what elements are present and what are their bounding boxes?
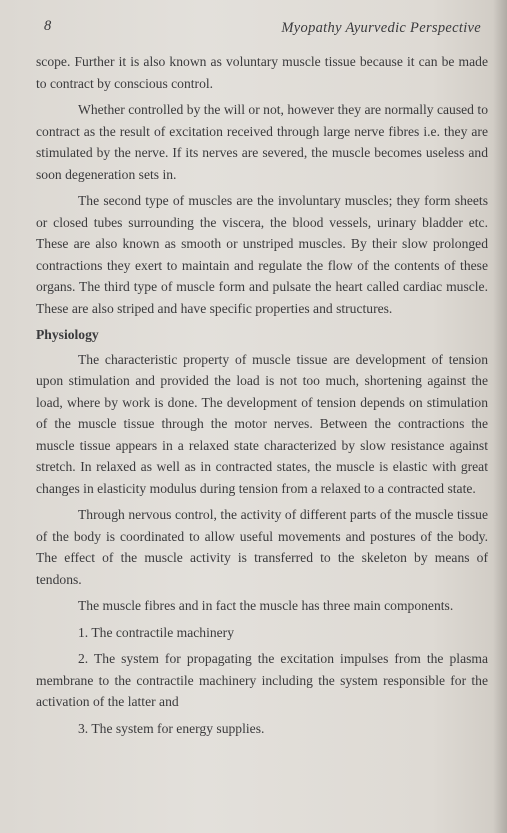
paragraph: Whether controlled by the will or not, however they are normally caused to contract as the result of excitation received through large nerve fibres i.e. they are stimulated by the nerve. If its nerves are severed, the muscle becomes useless and soon degeneration sets in.: [36, 102, 488, 182]
paragraph: The second type of muscles are the involuntary muscles; they form sheets or closed tubes surrounding the viscera, the blood vessels, urinary bladder etc. These are also known as smooth or unstriped muscles. By their slow prolonged contractions they exert to maintain and regulate the flow of the contents of these organs. The third type of muscle form and pulsate the heart called cardiac muscle. These are also striped and have specific properties and structures.: [36, 193, 488, 316]
list-item: 2. The system for propagating the excitation impulses from the plasma membrane to the contractile machinery including the system responsible for the activation of the latter and: [36, 651, 488, 709]
list-item: 3. The system for energy supplies.: [78, 720, 265, 736]
paragraph: Through nervous control, the activity of different parts of the muscle tissue of the body is coordinated to allow useful movements and postures of the body. The effect of the muscle activity is transferred to the skeleton by means of tendons.: [36, 507, 488, 587]
page-edge-shadow: [493, 0, 507, 833]
paragraph: The muscle fibres and in fact the muscle has three main components.: [78, 598, 454, 613]
body-text: [36, 51, 488, 744]
page-number: 8: [44, 18, 52, 34]
paragraph: scope. Further it is also known as voluntary muscle tissue because it can be made to contract by conscious control.: [36, 54, 488, 91]
paragraph: The characteristic property of muscle tissue are development of tension upon stimulation and provided the load is not too much, shortening against the load, where by work is done. The development of tension depends on stimulation of the muscle tissue through the motor nerves. Between the contractions the muscle tissue appears in a relaxed state characterized by slow resistance against stretch. In relaxed as well as in contracted states, the muscle is elastic with great changes in elasticity modulus during tension from a relaxed to a contracted state.: [36, 351, 488, 496]
list-item: 1. The contractile machinery: [78, 624, 235, 640]
page-header: [44, 14, 481, 36]
section-heading-physiology: Physiology: [36, 327, 99, 342]
running-head: Myopathy Ayurvedic Perspective: [281, 20, 481, 36]
